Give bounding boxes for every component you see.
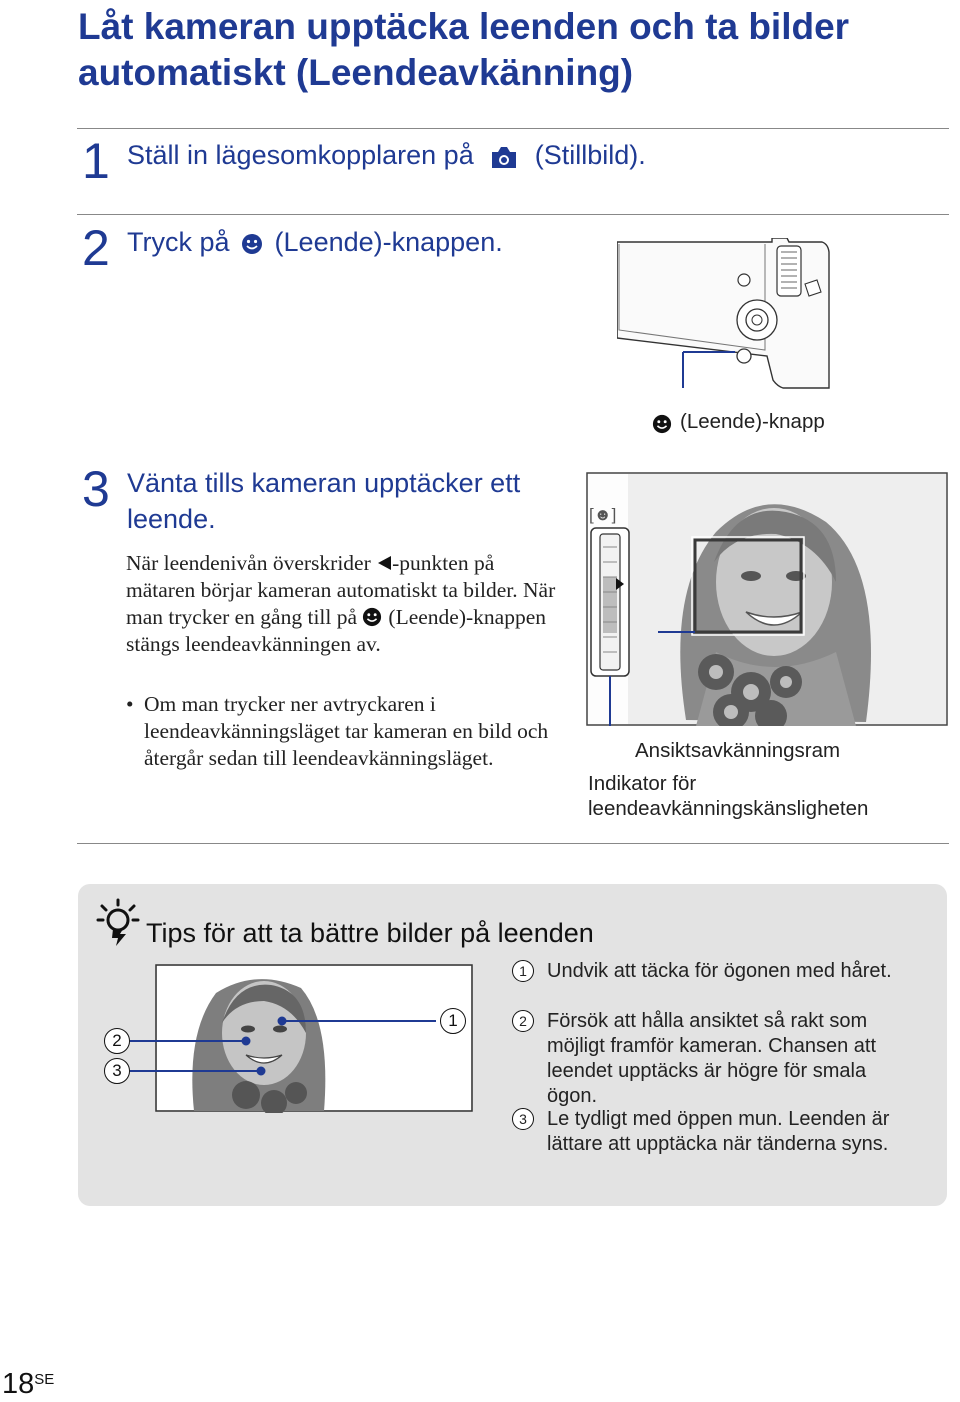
step-3-description: [126, 550, 566, 658]
step-number: 1: [82, 133, 108, 189]
divider: [77, 128, 949, 129]
divider: [77, 214, 949, 215]
marker-1: 1: [440, 1008, 466, 1034]
smile-icon: [362, 607, 382, 627]
tip-text: Undvik att täcka för ögonen med håret.: [547, 960, 892, 982]
step-1-text-before: Ställ in lägesomkopplaren på: [127, 140, 474, 170]
marker-2: 2: [104, 1028, 130, 1054]
page-title: Låt kameran upptäcka leenden och ta bilder automatiskt (Leendeavkänning): [78, 6, 850, 93]
page-number: [2, 1368, 54, 1401]
lightbulb-icon: [96, 896, 140, 950]
tip-item: [512, 959, 917, 1009]
arrow-left-icon: [376, 555, 392, 571]
step-number: 2: [82, 220, 108, 276]
tip-text: Le tydligt med öppen mun. Leenden är lättare att upptäcka när tänderna syns.: [547, 1108, 890, 1155]
tips-photo: [96, 963, 476, 1113]
description-part: -punkten på mätaren börjar kameran automatiskt ta bilder. När man trycker en gång till på: [126, 551, 556, 629]
smile-icon: [652, 414, 672, 434]
tip-marker: 1: [512, 960, 534, 982]
camera-back-illustration: [617, 238, 831, 390]
step-number: 3: [82, 461, 108, 517]
step-2-text: [127, 224, 587, 260]
tip-marker: 2: [512, 1010, 534, 1032]
step-1-text: [127, 137, 747, 173]
tip-item: [512, 1009, 917, 1109]
description-part: När leendenivån överskrider: [126, 551, 371, 575]
page-number-suffix: SE: [34, 1371, 55, 1388]
divider: [77, 843, 949, 844]
camera-screen-illustration: [586, 472, 948, 726]
smile-icon: [241, 233, 263, 255]
face-frame-label: Ansiktsavkänningsram: [635, 739, 841, 762]
smile-indicator-icon: [☻]: [589, 505, 617, 524]
step-3-text: Vänta tills kameran upptäcker ett leende.: [127, 468, 521, 534]
tip-text: Försök att hålla ansiktet så rakt som möjligt framför kameran. Chansen att leendet upptäcks är högre för smala ögon.: [547, 1010, 877, 1107]
bullet-marker: •: [126, 692, 134, 716]
indicator-label: Indikator för leendeavkänningskänsligheten: [588, 772, 869, 820]
smile-button-label: (Leende)-knapp: [680, 410, 825, 433]
page-number-value: 18: [2, 1368, 35, 1400]
step-3-bullet: Om man trycker ner avtryckaren i leendeavkänningsläget tar kameran en bild och återgår sedan till leendeavkänningsläget.: [144, 692, 549, 770]
step-2-text-after: (Leende)-knappen.: [274, 227, 503, 257]
description-part: (Leende)-knappen stängs leendeavkänningen av.: [126, 605, 546, 656]
marker-3: 3: [104, 1058, 130, 1084]
step-1-text-after: (Stillbild).: [534, 140, 646, 170]
tip-item: [512, 1107, 917, 1187]
smile-button-callout: [652, 409, 952, 437]
camera-icon: [489, 144, 519, 170]
tips-title: Tips för att ta bättre bilder på leenden: [146, 918, 594, 948]
tip-marker: 3: [512, 1108, 534, 1130]
step-2-text-before: Tryck på: [127, 227, 230, 257]
